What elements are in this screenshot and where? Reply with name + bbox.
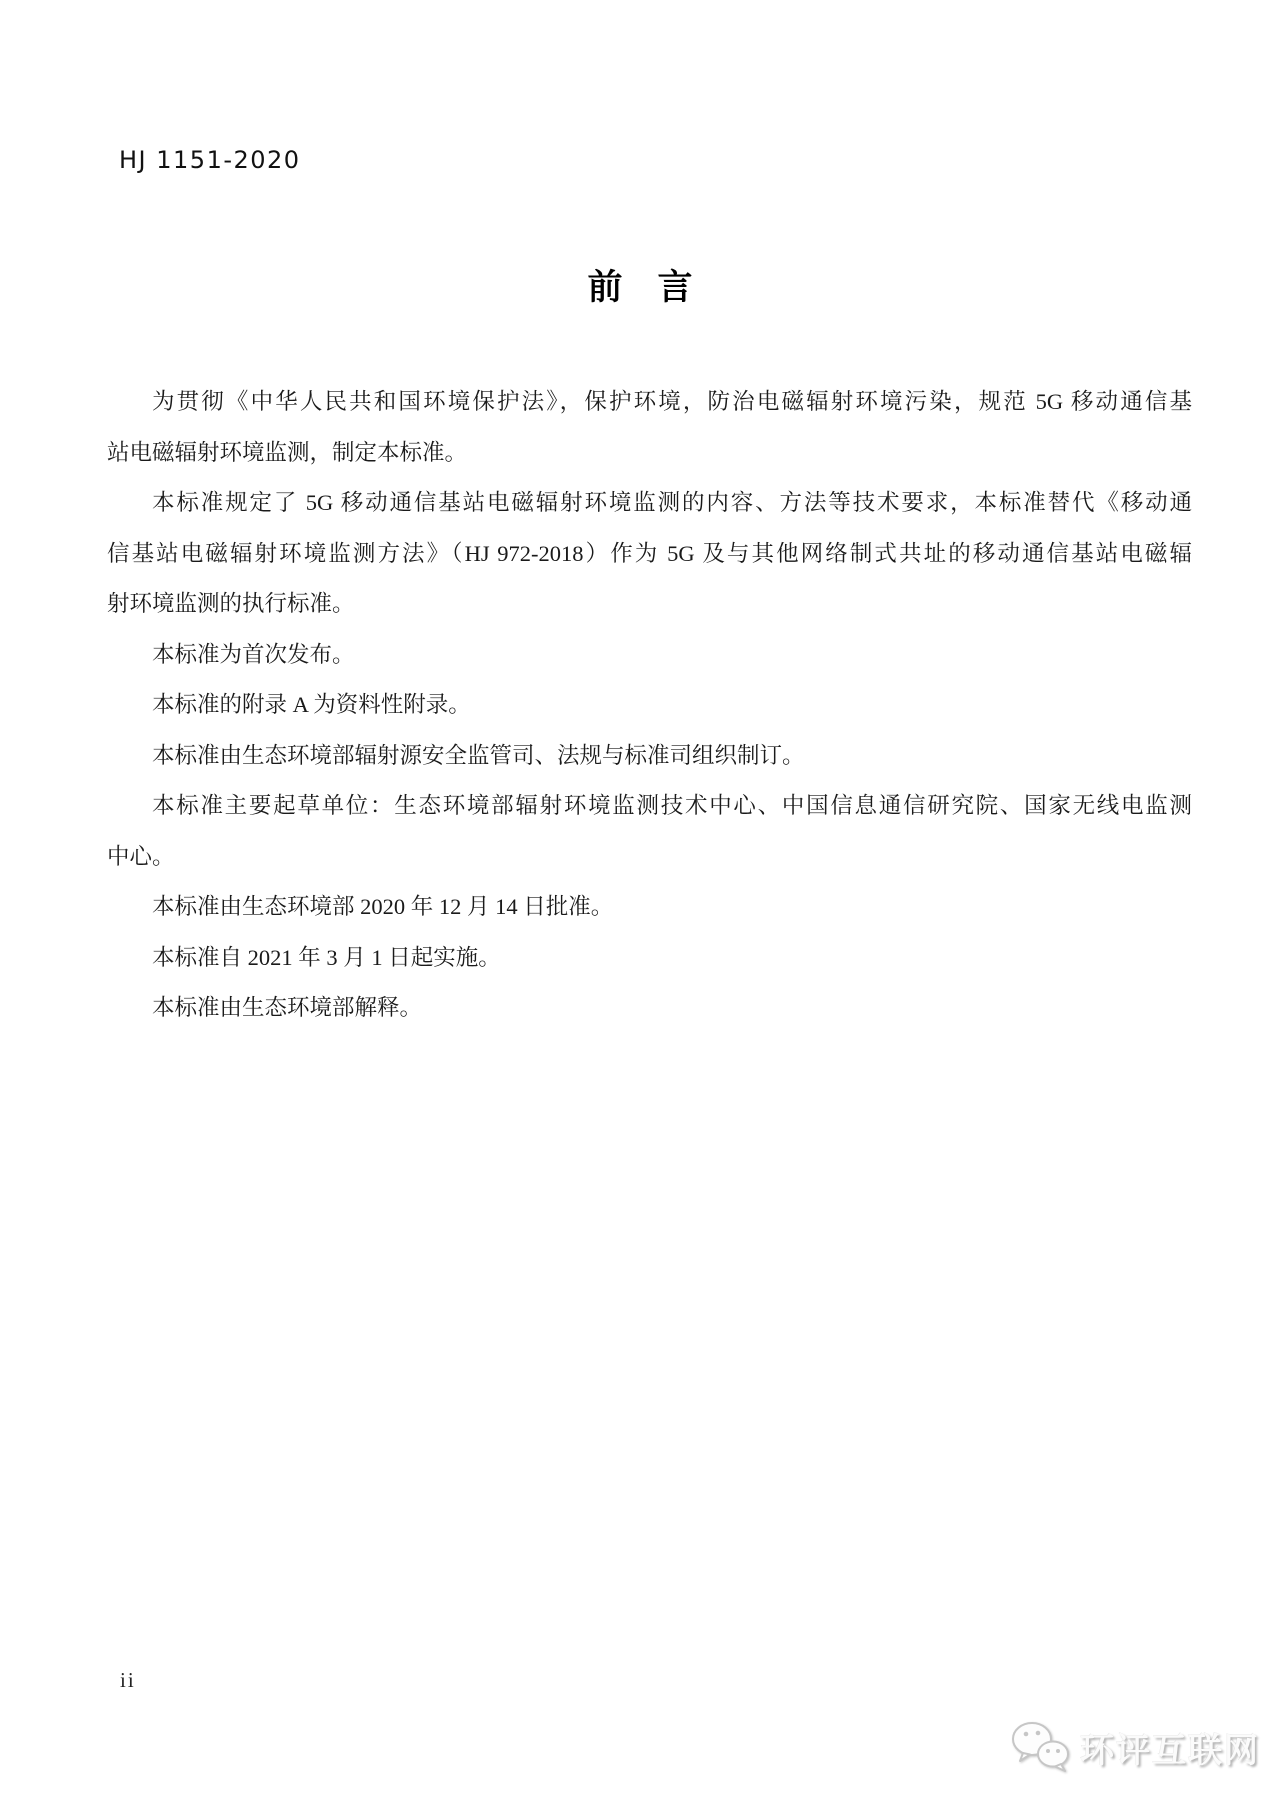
page-number: ii	[120, 1668, 136, 1692]
watermark-label: 环评互联网	[1080, 1730, 1260, 1771]
wechat-logo-icon	[1010, 1720, 1072, 1774]
text-line: 为贯彻《中华人民共和国环境保护法》，保护环境，防治电磁辐射环境污染，规范 5G 移动通信基	[152, 389, 1192, 414]
text-line: 射环境监测的执行标准。	[107, 591, 355, 616]
text-line: 本标准自 2021 年 3 月 1 日起实施。	[152, 944, 501, 970]
text-line: 本标准由生态环境部解释。	[152, 995, 423, 1020]
text-line: 中心。	[107, 843, 175, 869]
page-title: 前 言	[587, 268, 693, 307]
watermark	[1010, 1720, 1260, 1774]
text-line: 本标准由生态环境部 2020 年 12 月 14 日批准。	[152, 894, 614, 919]
doc-number: HJ 1151-2020	[119, 146, 301, 174]
text-line: 本标准的附录 A 为资料性附录。	[152, 692, 471, 717]
text-line: 本标准由生态环境部辐射源安全监管司、法规与标准司组织制订。	[152, 742, 805, 768]
text-line: 本标准规定了 5G 移动通信基站电磁辐射环境监测的内容、方法等技术要求，本标准替代《移动通	[152, 490, 1192, 515]
text-line: 信基站电磁辐射环境监测方法》（HJ 972-2018）作为 5G 及与其他网络制式共址的移动通信基站电磁辐	[107, 540, 1192, 566]
text-line: 本标准为首次发布。	[152, 641, 355, 667]
text-line: 本标准主要起草单位：生态环境部辐射环境监测技术中心、中国信息通信研究院、国家无线电监测	[152, 793, 1192, 818]
text-line: 站电磁辐射环境监测，制定本标准。	[107, 439, 468, 465]
foreword-body	[107, 377, 1192, 1034]
